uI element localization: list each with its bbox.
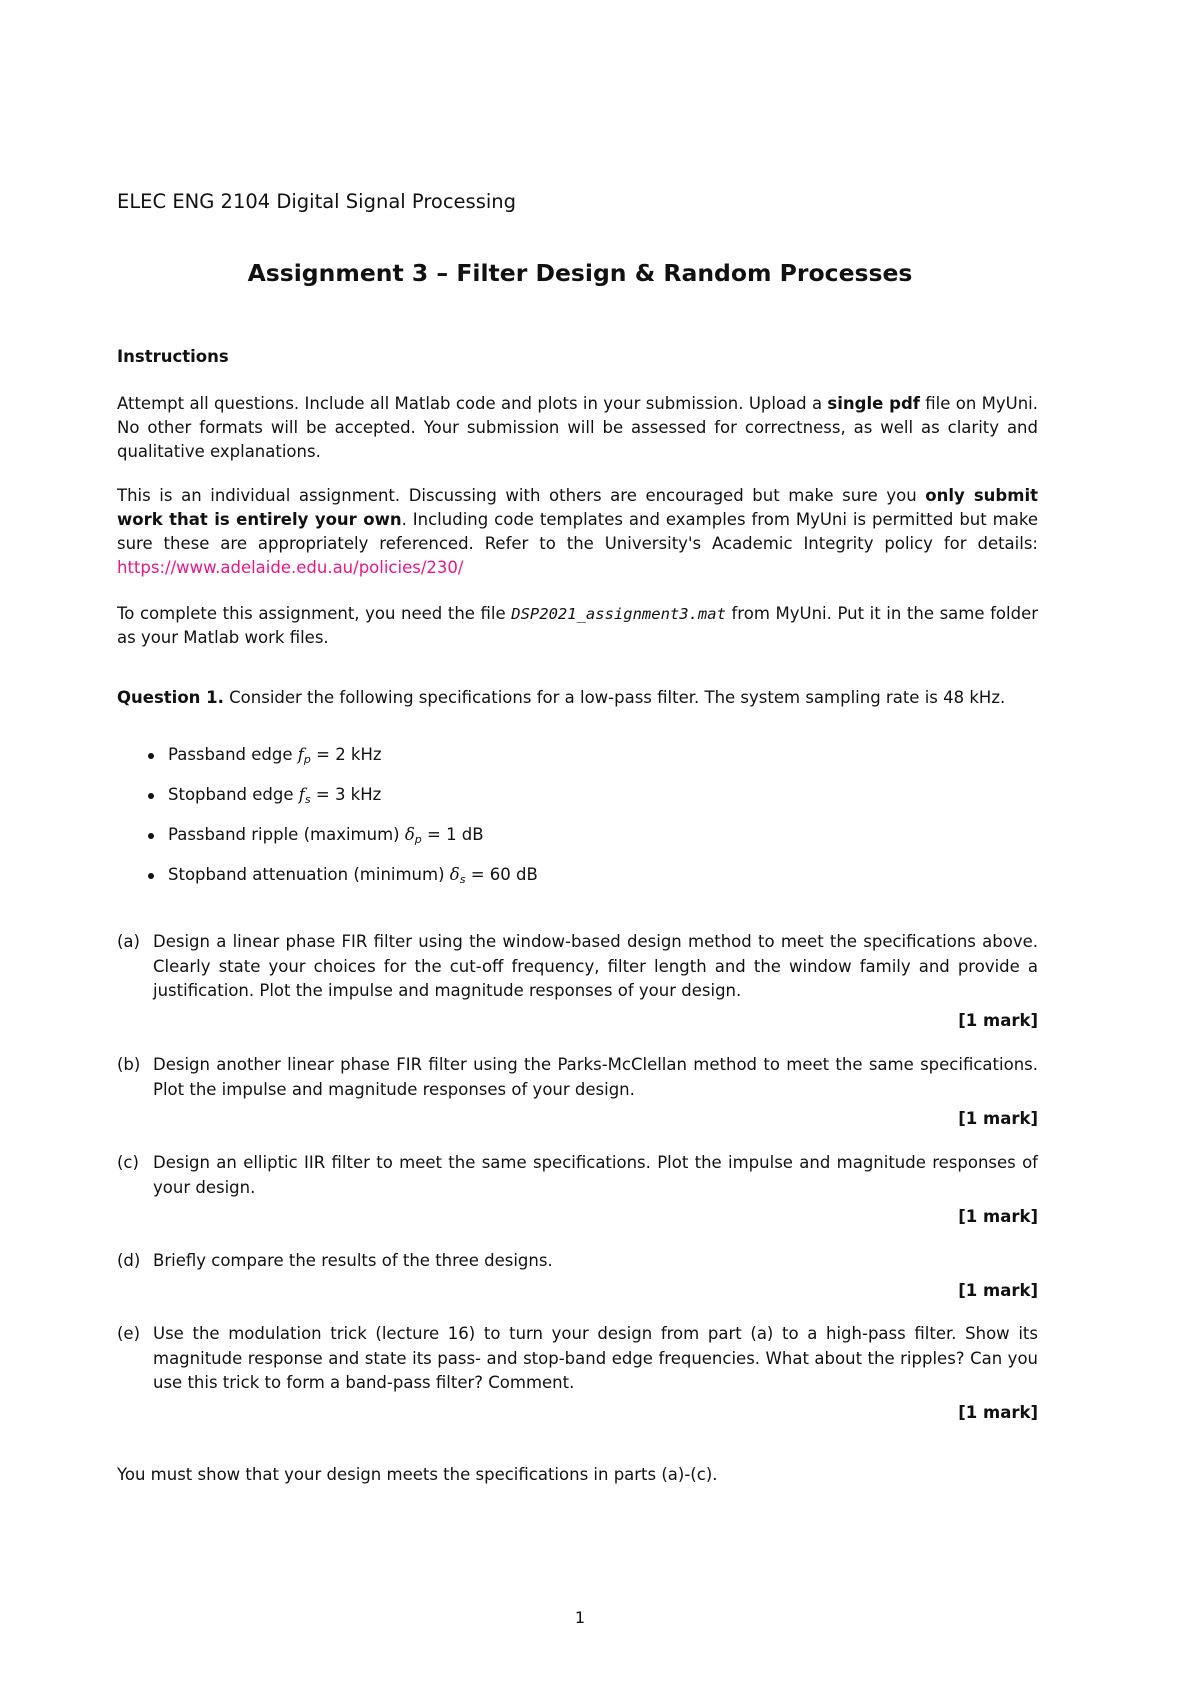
part-text: Design another linear phase FIR filter using the Parks-McClellan method to meet the same specifications. Plot the impulse and magnitude responses of your design. [153,1055,1038,1099]
spec-item-stopband-edge: Stopband edge $f_s = 3$ kHz [148,783,538,823]
question-1-intro: Question 1. Consider the following specifications for a low-pass filter. The system sampling rate is 48 kHz. [117,688,1006,707]
academic-integrity-link[interactable]: https://www.adelaide.edu.au/policies/230/ [117,558,464,577]
question-1-label: Question 1. [117,688,224,707]
question-part-d [117,1249,1038,1274]
part-text: Briefly compare the results of the three designs. [153,1251,553,1270]
assignment-title: Assignment 3 – Filter Design & Random Processes [247,259,913,287]
part-label: (b) [117,1055,141,1074]
bullet-icon [148,793,154,799]
data-file-name: DSP2021_assignment3.mat [511,605,726,623]
part-label: (c) [117,1153,139,1172]
spec-item-passband-edge: Passband edge $f_p = 2$ kHz [148,743,538,783]
part-text: Design an elliptic IIR filter to meet the same specifications. Plot the impulse and magnitude responses of your design. [153,1153,1038,1197]
question-part-e [117,1322,1038,1396]
mark-badge-a: [1 mark] [958,1011,1038,1030]
mark-badge-c: [1 mark] [958,1207,1038,1226]
part-text: Design a linear phase FIR filter using the window-based design method to meet the specifications above. Clearly state your choices for the cut-off frequency, filter length and the window family and provide a justification. Plot the impulse and magnitude responses of your design. [153,932,1038,1000]
filter-specifications-list [148,743,538,903]
mark-badge-d: [1 mark] [958,1281,1038,1300]
mark-badge-b: [1 mark] [958,1109,1038,1128]
part-label: (a) [117,932,140,951]
question-part-c [117,1151,1038,1200]
page-number: 1 [574,1608,586,1627]
bullet-icon [148,873,154,879]
part-text: Use the modulation trick (lecture 16) to turn your design from part (a) to a high-pass filter. Show its magnitude response and state its pass- and stop-band edge frequencies. What about the ripples? Can you use this trick to form a band-pass filter? Comment. [153,1324,1038,1392]
question-part-b [117,1053,1038,1102]
single-pdf-emphasis: single pdf [827,394,920,413]
part-label: (d) [117,1251,141,1270]
instructions-paragraph-1: Attempt all questions. Include all Matlab code and plots in your submission. Upload a single pdf file on MyUni. No other formats will be accepted. Your submission will be assessed for correctness, as well as clarity and qualitative explanations. [117,394,1039,461]
bullet-icon [148,753,154,759]
spec-item-stopband-attenuation: Stopband attenuation (minimum) $\delta_s = 60$ dB [148,863,538,903]
instructions-paragraph-2: This is an individual assignment. Discussing with others are encouraged but make sure you only submit work that is entirely your own. Including code templates and examples from MyUni is permitted but make sure these are appropriately referenced. Refer to the University's Academic Integrity policy for details: https://www.adelaide.edu.au/policies/230/ [117,486,1038,577]
course-name: ELEC ENG 2104 Digital Signal Processing [117,190,517,213]
part-label: (e) [117,1324,141,1343]
closing-note: You must show that your design meets the specifications in parts (a)-(c). [117,1465,718,1484]
question-part-a [117,930,1038,1004]
mark-badge-e: [1 mark] [958,1403,1038,1422]
instructions-paragraph-3: To complete this assignment, you need the file DSP2021_assignment3.mat from MyUni. Put it in the same folder as your Matlab work files. [117,604,1038,647]
spec-item-passband-ripple: Passband ripple (maximum) $\delta_p = 1$ dB [148,823,538,863]
instructions-heading: Instructions [117,347,229,366]
own-work-emphasis: only submit work that is entirely your own [117,486,1038,529]
bullet-icon [148,833,154,839]
